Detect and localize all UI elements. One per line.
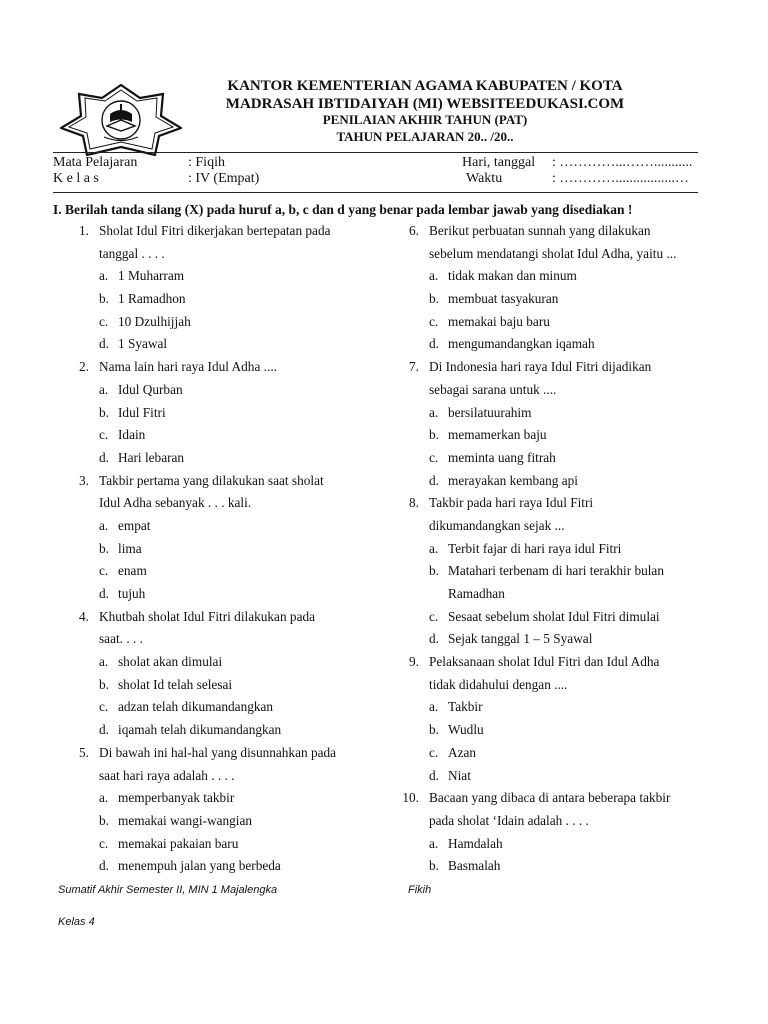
option-letter: b. [429, 722, 439, 738]
question-number: 9. [409, 654, 419, 670]
answer-option[interactable] [55, 288, 375, 311]
option-text: Takbir [448, 699, 483, 715]
option-letter: b. [429, 427, 439, 443]
questions-right-column [385, 220, 715, 878]
question-number: 10. [402, 790, 419, 806]
answer-option[interactable] [55, 696, 375, 719]
option-letter: b. [99, 404, 109, 420]
option-text: Basmalah [448, 858, 501, 874]
class-value: : IV (Empat) [188, 171, 260, 186]
option-text: Niat [448, 767, 471, 783]
question-line [55, 356, 375, 379]
option-letter: a. [99, 268, 109, 284]
option-text: menempuh jalan yang berbeda [118, 858, 281, 874]
option-text: Sesaat sebelum sholat Idul Fitri dimulai [448, 608, 660, 624]
option-text: Azan [448, 744, 477, 760]
answer-option[interactable] [55, 515, 375, 538]
option-letter: d. [99, 858, 109, 874]
question-line-continued [55, 628, 375, 651]
option-text: mengumandangkan iqamah [448, 336, 595, 352]
option-letter: a. [429, 835, 439, 851]
answer-option[interactable] [385, 402, 715, 425]
option-letter: d. [429, 472, 439, 488]
option-letter: a. [99, 381, 109, 397]
question-text: Idul Adha sebanyak . . . kali. [99, 495, 252, 511]
option-text: merayakan kembang api [448, 472, 578, 488]
answer-option[interactable] [55, 787, 375, 810]
question-text: tidak didahului dengan .... [429, 676, 568, 692]
header-academic-year: TAHUN PELAJARAN 20.. /20.. [336, 129, 514, 144]
answer-option[interactable] [385, 265, 715, 288]
question-text: Sholat Idul Fitri dikerjakan bertepatan pada [99, 223, 331, 238]
option-letter: d. [99, 449, 109, 465]
answer-option[interactable] [55, 538, 375, 561]
question-text: sebagai sarana untuk .... [429, 381, 557, 397]
option-letter: c. [99, 699, 109, 715]
answer-option[interactable] [385, 628, 715, 651]
answer-option[interactable] [385, 447, 715, 470]
option-text: meminta uang fitrah [448, 449, 556, 465]
option-letter: a. [99, 790, 109, 806]
question-number: 3. [79, 472, 89, 488]
answer-option[interactable] [55, 333, 375, 356]
answer-option[interactable] [55, 379, 375, 402]
answer-option[interactable] [55, 583, 375, 606]
option-letter: c. [99, 313, 109, 329]
date-value: : …………...……........... [552, 155, 693, 170]
answer-option[interactable] [385, 765, 715, 788]
question-text: Di Indonesia hari raya Idul Fitri dijadikan [429, 359, 652, 375]
option-letter: b. [99, 812, 109, 828]
answer-option[interactable] [55, 265, 375, 288]
question-line [55, 470, 375, 493]
option-text: 1 Ramadhon [118, 291, 186, 307]
question-line [385, 356, 715, 379]
question-line-continued [55, 765, 375, 788]
option-text: Wudlu [448, 722, 484, 738]
option-text: tujuh [118, 586, 146, 601]
answer-option[interactable] [385, 538, 715, 561]
class-label: K e l a s [53, 171, 99, 186]
question-text: saat hari raya adalah . . . . [99, 767, 235, 783]
question-line-continued [55, 243, 375, 266]
question-line-continued [385, 515, 715, 538]
footer-exam-info: Sumatif Akhir Semester II, MIN 1 Majalengka [58, 884, 278, 896]
option-text: sholat Id telah selesai [118, 676, 233, 692]
option-letter: a. [429, 268, 439, 284]
question-text: sebelum mendatangi sholat Idul Adha, yaitu ... [429, 245, 677, 261]
question-number: 7. [409, 359, 419, 375]
answer-option[interactable] [385, 855, 715, 878]
option-letter: c. [429, 744, 439, 760]
question-text: Takbir pertama yang dilakukan saat sholat [99, 472, 324, 488]
option-text: empat [118, 517, 151, 533]
question-line-continued [385, 810, 715, 833]
answer-option[interactable] [55, 810, 375, 833]
answer-option[interactable] [385, 470, 715, 493]
option-letter: a. [429, 699, 439, 715]
option-text: memamerkan baju [448, 427, 547, 443]
answer-option[interactable] [55, 833, 375, 856]
option-letter: c. [429, 313, 439, 329]
section-instruction: I. Berilah tanda silang (X) pada huruf a, b, c dan d yang benar pada lembar jawab yang disediakan ! [53, 202, 633, 217]
option-letter: b. [99, 676, 109, 692]
answer-option[interactable] [55, 719, 375, 742]
option-letter: a. [429, 404, 439, 420]
question-text: saat. . . . [99, 631, 143, 647]
time-label: Waktu [466, 171, 503, 186]
option-letter: d. [429, 336, 439, 352]
answer-option[interactable] [55, 424, 375, 447]
question-number: 6. [409, 223, 419, 238]
option-letter: a. [99, 517, 109, 533]
answer-option[interactable] [385, 288, 715, 311]
option-letter: c. [429, 449, 439, 465]
option-text: Matahari terbenam di hari terakhir bulan [448, 563, 664, 579]
answer-option[interactable] [55, 651, 375, 674]
question-line-continued [385, 243, 715, 266]
option-text: bersilatuurahim [448, 404, 532, 420]
header-school-name: MADRASAH IBTIDAIYAH (MI) WEBSITEEDUKASI.COM [225, 96, 625, 112]
time-value: : ………….................… [552, 171, 689, 186]
question-number: 8. [409, 495, 419, 511]
option-letter: b. [99, 540, 109, 556]
answer-option[interactable] [55, 402, 375, 425]
option-letter: c. [99, 835, 109, 851]
question-text: Berikut perbuatan sunnah yang dilakukan [429, 223, 651, 238]
question-text: Nama lain hari raya Idul Adha .... [99, 359, 277, 375]
question-line [385, 220, 715, 243]
option-letter: d. [99, 336, 109, 352]
option-text: Sejak tanggal 1 – 5 Syawal [448, 631, 593, 647]
option-text: 1 Muharram [118, 268, 185, 284]
answer-option[interactable] [55, 674, 375, 697]
header-exam-title: PENILAIAN AKHIR TAHUN (PAT) [322, 112, 528, 127]
subject-label: Mata Pelajaran [53, 155, 138, 170]
option-text: membuat tasyakuran [448, 291, 559, 307]
option-text: adzan telah dikumandangkan [118, 699, 274, 715]
footer-class: Kelas 4 [58, 916, 95, 928]
header-divider-bottom [53, 192, 698, 193]
option-text: 1 Syawal [118, 336, 168, 352]
question-text: pada sholat ‘Idain adalah . . . . [429, 812, 589, 828]
question-text: dikumandangkan sejak ... [429, 517, 565, 533]
question-line [385, 651, 715, 674]
ministry-logo-emblem [60, 84, 182, 156]
option-letter: c. [429, 608, 439, 624]
question-line [55, 606, 375, 629]
question-text: tanggal . . . . [99, 245, 165, 261]
question-line [385, 787, 715, 810]
option-letter: d. [99, 586, 109, 601]
answer-option[interactable] [385, 606, 715, 629]
answer-option[interactable] [55, 447, 375, 470]
option-text: lima [118, 540, 142, 556]
answer-option[interactable] [385, 696, 715, 719]
question-text: Bacaan yang dibaca di antara beberapa takbir [429, 790, 671, 806]
question-number: 5. [79, 744, 89, 760]
option-text: tidak makan dan minum [448, 268, 577, 284]
option-letter: b. [429, 858, 439, 874]
answer-option[interactable] [385, 719, 715, 742]
option-text-continued: Ramadhan [448, 586, 505, 601]
question-number: 2. [79, 359, 89, 375]
option-text: iqamah telah dikumandangkan [118, 722, 282, 738]
answer-option[interactable] [55, 560, 375, 583]
option-letter: d. [429, 767, 439, 783]
option-text: Idul Qurban [118, 381, 183, 397]
question-line [55, 742, 375, 765]
option-letter: d. [429, 631, 439, 647]
header-office-title: KANTOR KEMENTERIAN AGAMA KABUPATEN / KOTA [227, 78, 623, 94]
date-label: Hari, tanggal [462, 155, 536, 170]
option-letter: a. [99, 654, 109, 670]
answer-option[interactable] [385, 560, 715, 583]
answer-option[interactable] [385, 311, 715, 334]
question-text: Pelaksanaan sholat Idul Fitri dan Idul Adha [429, 654, 660, 670]
question-line-continued [385, 379, 715, 402]
answer-option[interactable] [55, 855, 375, 878]
option-text: Hamdalah [448, 835, 503, 851]
questions-left-column [55, 220, 375, 878]
option-letter: b. [99, 291, 109, 307]
question-line-continued [385, 674, 715, 697]
option-text: memakai wangi-wangian [118, 812, 253, 828]
option-text: memakai baju baru [448, 313, 550, 329]
option-letter: b. [429, 291, 439, 307]
answer-option[interactable] [385, 742, 715, 765]
answer-option[interactable] [385, 833, 715, 856]
option-text: enam [118, 563, 147, 579]
option-text: sholat akan dimulai [118, 654, 223, 670]
option-text: Terbit fajar di hari raya idul Fitri [448, 540, 622, 556]
question-line-continued [55, 492, 375, 515]
option-text: Hari lebaran [118, 449, 185, 465]
question-text: Takbir pada hari raya Idul Fitri [429, 495, 594, 511]
option-letter: c. [99, 427, 109, 443]
option-letter: a. [429, 540, 439, 556]
option-text: Idain [118, 427, 146, 443]
option-text: memakai pakaian baru [118, 835, 239, 851]
question-number: 4. [79, 608, 89, 624]
option-letter: c. [99, 563, 109, 579]
option-text: memperbanyak takbir [118, 790, 235, 806]
option-letter: b. [429, 563, 439, 579]
option-letter: d. [99, 722, 109, 738]
question-text: Khutbah sholat Idul Fitri dilakukan pada [99, 608, 316, 624]
question-line [55, 220, 375, 243]
answer-option-continued [385, 583, 715, 606]
option-text: Idul Fitri [118, 404, 166, 420]
header-divider-top [53, 152, 698, 153]
option-text: 10 Dzulhijjah [118, 313, 191, 329]
footer-subject: Fikih [408, 884, 432, 896]
question-text: Di bawah ini hal-hal yang disunnahkan pada [99, 744, 337, 760]
subject-value: : Fiqih [188, 155, 225, 170]
question-number: 1. [79, 223, 89, 238]
answer-option[interactable] [385, 424, 715, 447]
question-line [385, 492, 715, 515]
answer-option[interactable] [55, 311, 375, 334]
answer-option[interactable] [385, 333, 715, 356]
